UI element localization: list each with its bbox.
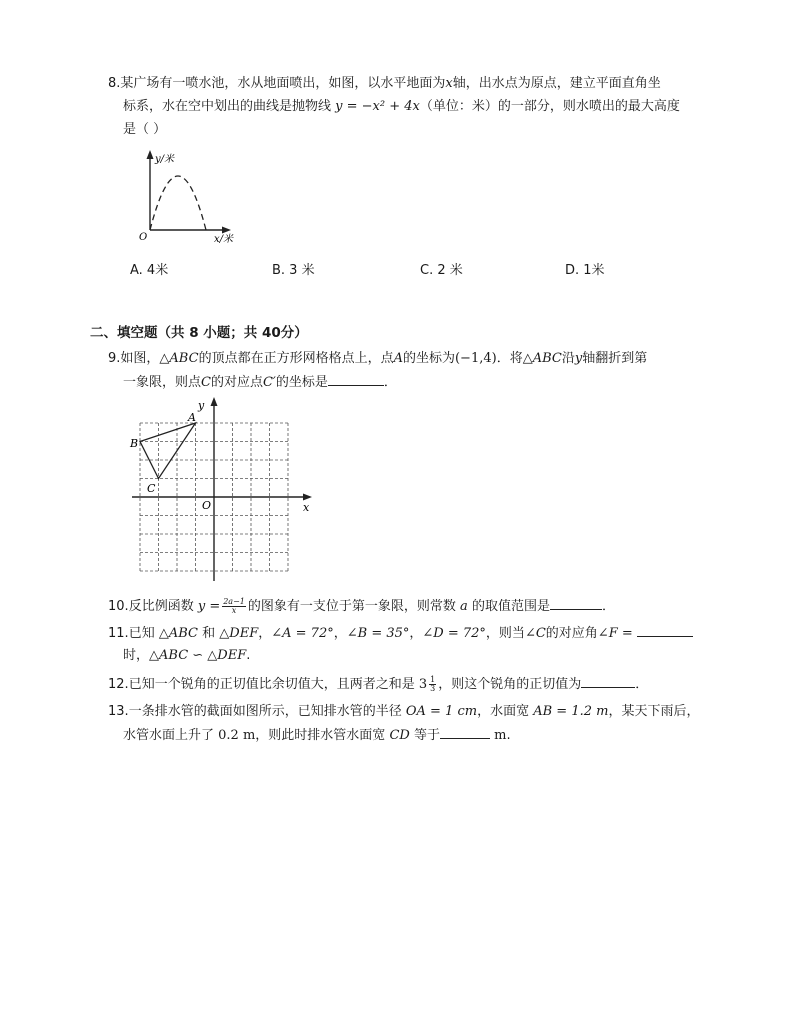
- q8-option-d[interactable]: D. 1米: [565, 263, 605, 278]
- q9-grid-figure: [128, 393, 318, 585]
- q13-number: 13.: [108, 704, 129, 719]
- q11-line-2: 时，△ABC ∽ △DEF.: [123, 648, 251, 663]
- q11-answer-blank[interactable]: [637, 624, 693, 637]
- q9-line-1: 9.如图，△ABC的顶点都在正方形网格格点上，点A的坐标为(−1,4)．将△ABC沿y轴翻折到第: [108, 351, 648, 366]
- q10-answer-blank[interactable]: [550, 597, 602, 610]
- q9-y-arrow: [211, 397, 218, 406]
- q8-option-a[interactable]: A. 4米: [130, 263, 169, 278]
- section-fill-in-title: 二、填空题（共 8 小题；共 40分）: [90, 325, 308, 341]
- q8-line-2: 标系，水在空中划出的曲线是抛物线 y = −x² + 4x（单位：米）的一部分，则水喷出的最大高度: [123, 99, 680, 114]
- q10-number: 10.: [108, 599, 129, 614]
- q8-parabola-curve: [150, 176, 206, 230]
- q12-line: 12.已知一个锐角的正切值比余切值大，且两者之和是 3 $\frac{1}{3}$ ，则这个锐角的正切值为 ．: [108, 675, 649, 693]
- q8-line-1: 8.某广场有一喷水池，水从地面喷出，如图，以水平地面为x轴，出水点为原点，建立平面直角坐: [108, 76, 661, 91]
- q8-parabola-graph: [130, 148, 250, 248]
- q9-label-o: O: [202, 499, 212, 512]
- q8-y-label: y/米: [155, 154, 175, 165]
- q11-line-1: 11.已知 △ABC 和 △DEF，∠A = 72°，∠B = 35°，∠D = 72°，则当∠C的对应角∠F =: [108, 624, 693, 643]
- q9-label-y: y: [198, 399, 205, 412]
- q9-number: 9.: [108, 351, 121, 366]
- q11-number: 11.: [108, 626, 129, 641]
- q10-line: 10.反比例函数 y = $\frac{2a-1}{x}$ 的图象有一支位于第一象限，则常数 a 的取值范围是 ．: [108, 597, 615, 615]
- q9-label-a: A: [188, 411, 196, 424]
- q12-number: 12.: [108, 677, 129, 692]
- q9-x-arrow: [303, 494, 312, 501]
- q8-option-b[interactable]: B. 3 米: [272, 263, 315, 278]
- q9-line-2: 一象限，则点C的对应点C′的坐标是 ．: [123, 375, 397, 390]
- q8-x-arrow: [222, 227, 231, 234]
- q9-label-x: x: [303, 501, 310, 514]
- q8-number: 8.: [108, 76, 121, 91]
- q13-line-1: 13.一条排水管的截面如图所示，已知排水管的半径 OA = 1 cm，水面宽 AB = 1.2 m，某天下雨后，: [108, 704, 700, 719]
- q9-label-b: B: [130, 437, 139, 450]
- q8-y-arrow: [147, 150, 154, 159]
- q9-label-c: C: [147, 482, 156, 495]
- q8-formula: y = −x² + 4x: [335, 99, 420, 114]
- q8-origin-label: O: [139, 232, 148, 243]
- q8-line-3: 是（ ）: [123, 122, 167, 137]
- q8-x-label: x/米: [214, 234, 234, 245]
- q8-option-c[interactable]: C. 2 米: [420, 263, 463, 278]
- q13-answer-blank[interactable]: [440, 726, 490, 739]
- q10-fraction: $\frac{2a-1}{x}$: [223, 597, 245, 615]
- q12-answer-blank[interactable]: [581, 675, 635, 688]
- q12-fraction: $\frac{1}{3}$: [430, 675, 436, 693]
- q13-line-2: 水管水面上升了 0.2 m，则此时排水管水面宽 CD 等于 m.: [123, 728, 511, 743]
- q9-answer-blank[interactable]: [328, 373, 384, 386]
- q9-triangle-abc: [140, 423, 196, 479]
